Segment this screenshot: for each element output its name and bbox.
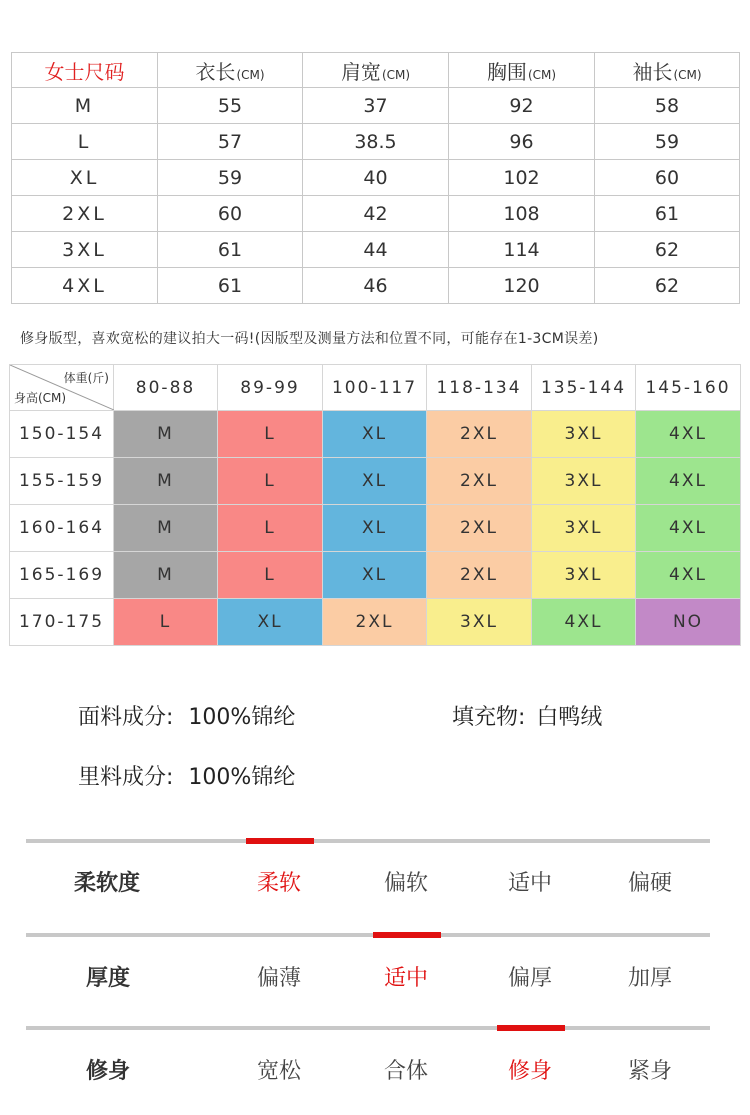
size-cell: 2XL bbox=[427, 411, 532, 458]
table-cell: 92 bbox=[449, 88, 595, 124]
column-unit: (CM) bbox=[527, 67, 557, 82]
table-cell: 46 bbox=[303, 268, 449, 304]
table-cell: 37 bbox=[303, 88, 449, 124]
table-cell: 62 bbox=[595, 268, 740, 304]
table-cell: 42 bbox=[303, 196, 449, 232]
table-row bbox=[10, 411, 741, 458]
attribute-label: 厚度 bbox=[86, 966, 131, 991]
attribute-option: 宽松 bbox=[257, 1059, 302, 1084]
thickness-scale-line bbox=[26, 933, 710, 937]
table-cell: 108 bbox=[449, 196, 595, 232]
size-cell: M bbox=[114, 458, 218, 505]
size-cell: 3XL bbox=[532, 458, 636, 505]
column-name: 肩宽 bbox=[340, 59, 381, 84]
fit-note: 修身版型，喜欢宽松的建议拍大一码!(因版型及测量方法和位置不同，可能存在1-3CM误差) bbox=[20, 331, 599, 347]
table-row bbox=[12, 124, 740, 160]
table-cell: 120 bbox=[449, 268, 595, 304]
table-row bbox=[10, 552, 741, 599]
attribute-option: 适中 bbox=[508, 871, 553, 896]
size-cell: 4XL bbox=[636, 458, 741, 505]
attribute-option: 偏薄 bbox=[257, 966, 302, 991]
thickness-row bbox=[0, 961, 750, 1001]
attribute-label: 修身 bbox=[86, 1059, 131, 1084]
size-recommendation-table bbox=[9, 364, 741, 646]
softness-scale-line bbox=[26, 839, 710, 843]
table-row bbox=[10, 599, 741, 646]
table-cell: 38.5 bbox=[303, 124, 449, 160]
table-row bbox=[12, 88, 740, 124]
table-cell: 59 bbox=[158, 160, 303, 196]
size-cell: L bbox=[218, 411, 323, 458]
fabric-value: 100%锦纶 bbox=[188, 705, 296, 730]
attribute-option: 合体 bbox=[384, 1059, 429, 1084]
size-cell: L bbox=[114, 599, 218, 646]
attribute-option-selected: 修身 bbox=[508, 1059, 553, 1084]
size-cell: XL bbox=[323, 411, 427, 458]
attribute-option-selected: 柔软 bbox=[257, 871, 302, 896]
size-cell: 3XL bbox=[532, 505, 636, 552]
table-cell: 60 bbox=[158, 196, 303, 232]
fabric-label: 面料成分: bbox=[78, 705, 174, 730]
weight-range: 89-99 bbox=[218, 365, 323, 411]
table-cell: 114 bbox=[449, 232, 595, 268]
weight-range: 118-134 bbox=[427, 365, 532, 411]
header-corner bbox=[10, 365, 114, 411]
table-cell: 61 bbox=[595, 196, 740, 232]
column-header bbox=[158, 53, 303, 88]
size-table-title: 女士尺码 bbox=[12, 53, 158, 88]
size-table bbox=[11, 52, 740, 304]
column-name: 衣长 bbox=[195, 59, 236, 84]
column-unit: (CM) bbox=[673, 67, 702, 82]
height-range: 155-159 bbox=[10, 458, 114, 505]
size-cell: 4XL bbox=[636, 505, 741, 552]
size-cell: 3XL bbox=[532, 552, 636, 599]
fit-row bbox=[0, 1054, 750, 1094]
size-cell: M bbox=[114, 552, 218, 599]
height-range: 170-175 bbox=[10, 599, 114, 646]
table-cell: 40 bbox=[303, 160, 449, 196]
attribute-option: 加厚 bbox=[628, 966, 673, 991]
filling-value: 白鸭绒 bbox=[536, 705, 603, 730]
table-row bbox=[12, 268, 740, 304]
table-row bbox=[10, 458, 741, 505]
size-cell: 3XL bbox=[427, 599, 532, 646]
size-cell: XL bbox=[323, 458, 427, 505]
column-name: 袖长 bbox=[632, 59, 673, 84]
weight-range: 80-88 bbox=[114, 365, 218, 411]
size-cell: L bbox=[218, 505, 323, 552]
table-row bbox=[12, 160, 740, 196]
table-cell: 62 bbox=[595, 232, 740, 268]
size-cell: 4XL bbox=[636, 552, 741, 599]
column-unit: (CM) bbox=[381, 67, 411, 82]
size-label: 4XL bbox=[12, 268, 158, 304]
size-cell: L bbox=[218, 458, 323, 505]
table-cell: 60 bbox=[595, 160, 740, 196]
column-unit: (CM) bbox=[236, 67, 265, 82]
attribute-label: 柔软度 bbox=[74, 871, 141, 896]
weight-range: 145-160 bbox=[636, 365, 741, 411]
table-cell: 44 bbox=[303, 232, 449, 268]
size-cell: 2XL bbox=[427, 552, 532, 599]
height-range: 165-169 bbox=[10, 552, 114, 599]
table-cell: 96 bbox=[449, 124, 595, 160]
table-cell: 58 bbox=[595, 88, 740, 124]
size-table-header bbox=[12, 53, 740, 88]
column-header bbox=[303, 53, 449, 88]
weight-range: 100-117 bbox=[323, 365, 427, 411]
height-range: 160-164 bbox=[10, 505, 114, 552]
size-cell: 2XL bbox=[427, 505, 532, 552]
size-cell: 2XL bbox=[427, 458, 532, 505]
lining-label: 里料成分: bbox=[78, 765, 174, 790]
column-name: 胸围 bbox=[486, 59, 527, 84]
weight-range: 135-144 bbox=[532, 365, 636, 411]
fit-indicator bbox=[497, 1025, 565, 1031]
size-cell: 3XL bbox=[532, 411, 636, 458]
size-cell: NO bbox=[636, 599, 741, 646]
thickness-indicator bbox=[373, 932, 441, 938]
column-header bbox=[595, 53, 740, 88]
fit-scale-line bbox=[26, 1026, 710, 1030]
lining-value: 100%锦纶 bbox=[188, 765, 296, 790]
softness-indicator bbox=[246, 838, 314, 844]
lining-composition bbox=[78, 760, 295, 791]
size-cell: XL bbox=[323, 552, 427, 599]
filling-label: 填充物: bbox=[452, 705, 526, 730]
size-cell: L bbox=[218, 552, 323, 599]
height-range: 150-154 bbox=[10, 411, 114, 458]
size-label: M bbox=[12, 88, 158, 124]
size-label: 2XL bbox=[12, 196, 158, 232]
table-cell: 55 bbox=[158, 88, 303, 124]
attribute-option: 偏硬 bbox=[628, 871, 673, 896]
size-label: XL bbox=[12, 160, 158, 196]
table-cell: 102 bbox=[449, 160, 595, 196]
weight-axis-label: 体重(斤) bbox=[63, 371, 109, 385]
size-cell: 2XL bbox=[323, 599, 427, 646]
filling-composition bbox=[452, 700, 602, 731]
softness-row bbox=[0, 866, 750, 906]
attribute-option: 偏软 bbox=[384, 871, 429, 896]
fabric-composition bbox=[78, 700, 295, 731]
size-cell: XL bbox=[323, 505, 427, 552]
size-cell: XL bbox=[218, 599, 323, 646]
size-cell: M bbox=[114, 411, 218, 458]
size-cell: 4XL bbox=[636, 411, 741, 458]
attribute-option: 紧身 bbox=[628, 1059, 673, 1084]
table-cell: 57 bbox=[158, 124, 303, 160]
size-label: L bbox=[12, 124, 158, 160]
size-label: 3XL bbox=[12, 232, 158, 268]
height-axis-label: 身高(CM) bbox=[14, 391, 67, 405]
table-row bbox=[12, 232, 740, 268]
size-cell: 4XL bbox=[532, 599, 636, 646]
table-cell: 61 bbox=[158, 268, 303, 304]
attribute-option: 偏厚 bbox=[508, 966, 553, 991]
table-cell: 59 bbox=[595, 124, 740, 160]
table-row bbox=[10, 505, 741, 552]
attribute-option-selected: 适中 bbox=[384, 966, 429, 991]
table-cell: 61 bbox=[158, 232, 303, 268]
size-cell: M bbox=[114, 505, 218, 552]
table-row bbox=[12, 196, 740, 232]
weight-header-row bbox=[10, 365, 741, 411]
column-header bbox=[449, 53, 595, 88]
